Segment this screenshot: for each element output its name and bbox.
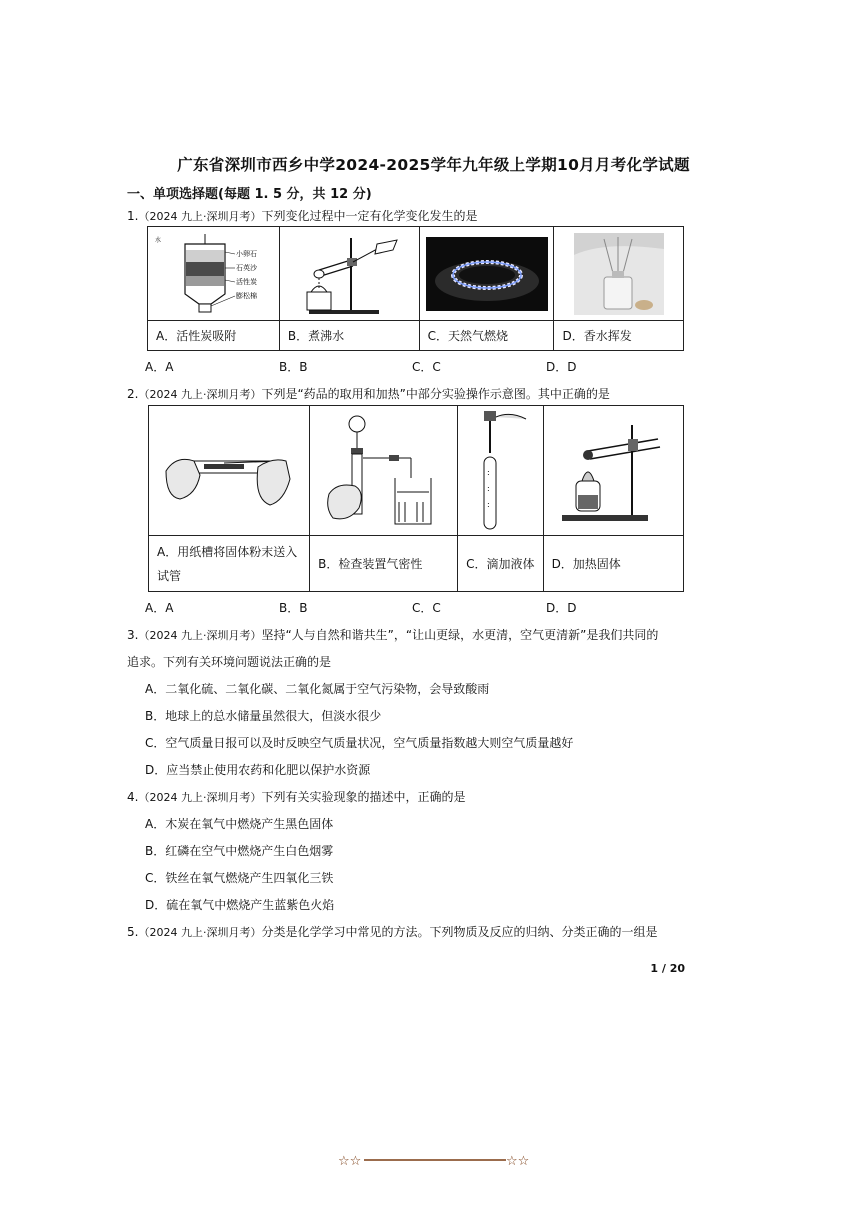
question-number: 3. [127, 628, 139, 642]
question-text: 下列变化过程中一定有化学变化发生的是 [261, 209, 478, 223]
answer-option: B．B [279, 601, 308, 615]
figure-label: 膨松棉 [236, 291, 258, 300]
choice-option: C．空气质量日报可以及时反映空气质量状况，空气质量指数越大则空气质量越好 [145, 736, 574, 750]
figure-activated-carbon [148, 227, 280, 321]
question-source: （2024 九上·深圳月考） [138, 791, 262, 804]
question-number: 1. [127, 209, 139, 223]
answer-option: A．A [145, 360, 174, 374]
question-3-stem [127, 626, 658, 643]
figure-caption: C．天然气燃烧 [419, 321, 554, 351]
question-3-stem-cont: 追求。下列有关环境问题说法正确的是 [127, 655, 332, 669]
figure-airtightness [310, 406, 458, 536]
star-icon: ☆☆ [506, 1154, 530, 1169]
section-heading: 一、单项选择题(每题 1. 5 分，共 12 分) [127, 187, 372, 202]
svg-text:水: 水 [155, 236, 162, 244]
caption-line: 试管 [157, 568, 182, 583]
question-number: 2. [127, 387, 139, 401]
boiling-water-figure [289, 230, 409, 318]
question-text: 下列是“药品的取用和加热”中部分实验操作示意图。其中正确的是 [261, 387, 610, 401]
figure-boiling-water [279, 227, 419, 321]
figure-caption: D．香水挥发 [554, 321, 684, 351]
figure-caption: B．煮沸水 [279, 321, 419, 351]
choice-option: B．红磷在空气中燃烧产生白色烟雾 [145, 844, 334, 858]
figure-gas-burning [419, 227, 554, 321]
answer-option: A．A [145, 601, 174, 615]
page-number: 1 / 20 [650, 962, 685, 975]
page-title: 广东省深圳市西乡中学2024-2025学年九年级上学期10月月考化学试题 [177, 156, 690, 174]
answer-option: D．D [546, 360, 577, 374]
choice-option: D．硫在氧气中燃烧产生蓝紫色火焰 [145, 898, 335, 912]
svg-text::: : [487, 467, 491, 477]
question-source: （2024 九上·深圳月考） [138, 926, 262, 939]
gas-flame-figure [426, 237, 548, 311]
choice-option: A．二氧化硫、二氧化碳、二氧化氮属于空气污染物，会导致酸雨 [145, 682, 490, 696]
question-1-figure-table [147, 226, 684, 351]
question-2-stem [127, 385, 610, 402]
question-number: 4. [127, 790, 139, 804]
figure-paper-trough [149, 406, 310, 536]
choice-option: D．应当禁止使用农药和化肥以保护水资源 [145, 763, 371, 777]
figure-label: 小卵石 [236, 249, 258, 258]
question-5-stem [127, 923, 657, 940]
dropper-figure [470, 409, 530, 533]
question-2-figure-table [148, 405, 684, 592]
question-source: （2024 九上·深圳月考） [138, 388, 262, 401]
choice-option: A．木炭在氧气中燃烧产生黑色固体 [145, 817, 334, 831]
figure-heating-solid [543, 406, 683, 536]
figure-label: 活性炭 [236, 277, 258, 286]
figure-caption: A．活性炭吸附 [148, 321, 280, 351]
choice-option: C．铁丝在氧气燃烧产生四氧化三铁 [145, 871, 334, 885]
figure-caption: D．加热固体 [543, 536, 683, 592]
figure-label: 石英沙 [236, 263, 258, 272]
question-4-stem [127, 788, 465, 805]
answer-option: C．C [412, 360, 441, 374]
footer-star-divider [338, 1150, 531, 1170]
figure-caption [149, 536, 310, 592]
figure-caption: B．检查装置气密性 [310, 536, 458, 592]
answer-option: D．D [546, 601, 577, 615]
question-number: 5. [127, 925, 139, 939]
answer-option: C．C [412, 601, 441, 615]
answer-option: B．B [279, 360, 308, 374]
question-text: 坚持“人与自然和谐共生”，“让山更绿，水更清，空气更清新”是我们共同的 [261, 628, 659, 642]
figure-perfume [554, 227, 684, 321]
question-text: 下列有关实验现象的描述中，正确的是 [261, 790, 466, 804]
figure-caption: C．滴加液体 [458, 536, 543, 592]
figure-dropping-liquid [458, 406, 543, 536]
paper-trough-figure [164, 431, 294, 511]
heating-solid-figure [548, 415, 678, 527]
svg-text::: : [487, 483, 491, 493]
airtightness-check-figure [319, 412, 449, 530]
question-text: 分类是化学学习中常见的方法。下列物质及反应的归纳、分类正确的一组是 [261, 925, 658, 939]
star-icon: ☆☆ [338, 1154, 362, 1169]
choice-option: B．地球上的总水储量虽然很大，但淡水很少 [145, 709, 382, 723]
caption-line: A．用纸槽将固体粉末送入 [157, 544, 298, 559]
perfume-diffuser-figure [574, 233, 664, 315]
water-filter-figure [153, 230, 273, 318]
question-source: （2024 九上·深圳月考） [138, 210, 262, 223]
question-1-stem [127, 207, 477, 224]
svg-text::: : [487, 499, 491, 509]
question-source: （2024 九上·深圳月考） [138, 629, 262, 642]
